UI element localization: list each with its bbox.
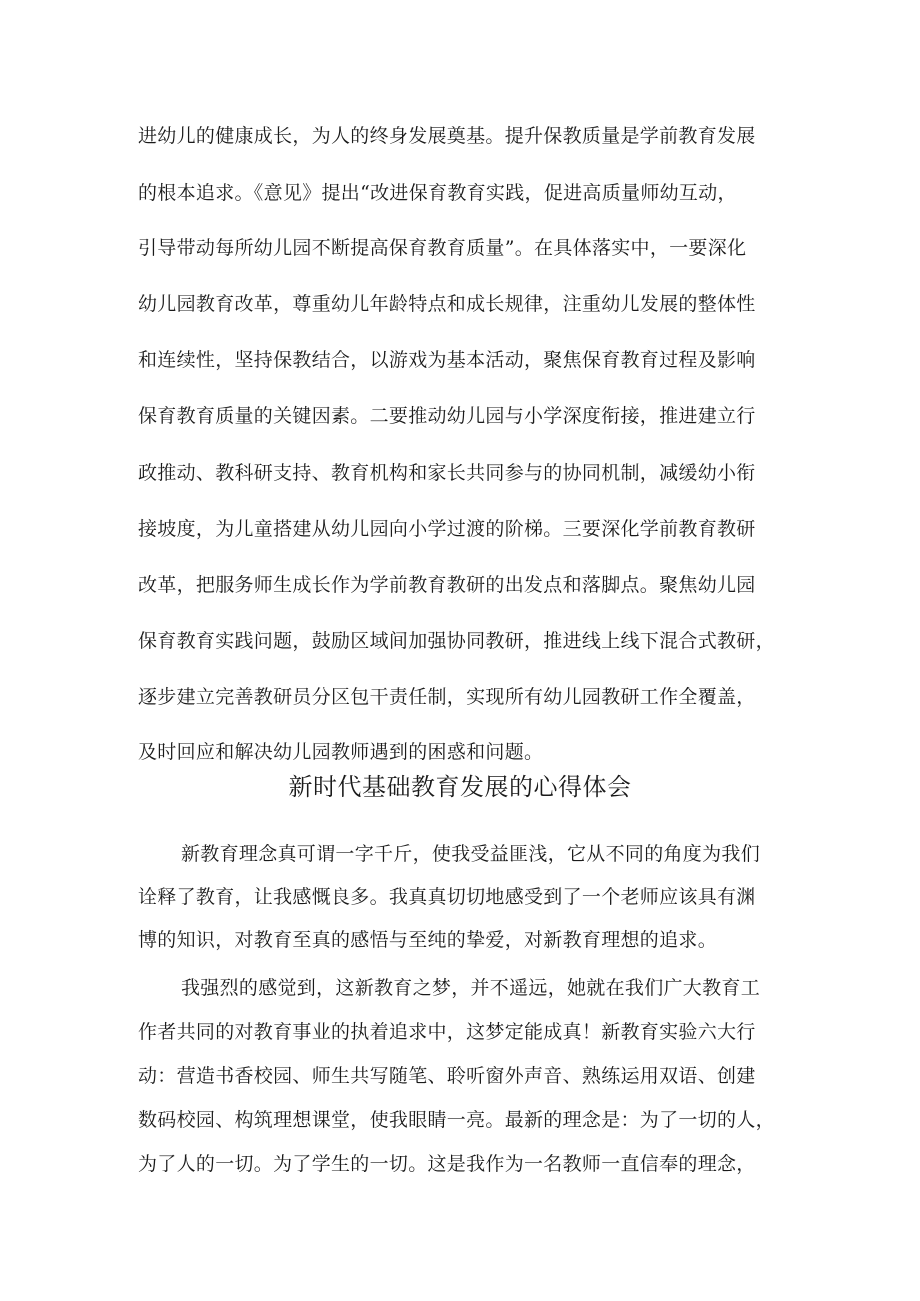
paragraph-line: 作者共同的对教育事业的执着追求中，这梦定能成真！新教育实验六大行 [138, 1021, 756, 1043]
paragraph-line: 博的知识，对教育至真的感悟与至纯的挚爱，对新教育理想的追求。 [138, 929, 718, 951]
paragraph-line: 新教育理念真可谓一字千斤，使我受益匪浅，它从不同的角度为我们 [181, 843, 761, 865]
paragraph-line: 进幼儿的健康成长，为人的终身发展奠基。提升保教质量是学前教育发展 [138, 125, 756, 147]
paragraph-line: 幼儿园教育改革，尊重幼儿年龄特点和成长规律，注重幼儿发展的整体性 [138, 293, 756, 315]
paragraph-line: 诠释了教育，让我感慨良多。我真真切切地感受到了一个老师应该具有渊 [138, 886, 756, 908]
document-title: 新时代基础教育发展的心得体会 [288, 773, 632, 801]
paragraph-line: 接坡度，为儿童搭建从幼儿园向小学过渡的阶梯。三要深化学前教育教研 [138, 518, 756, 540]
paragraph-line: 及时回应和解决幼儿园教师遇到的困惑和问题。 [138, 741, 544, 763]
paragraph-line: 和连续性，坚持保教结合，以游戏为基本活动，聚焦保育教育过程及影响 [138, 349, 756, 371]
paragraph-line: 保育教育实践问题，鼓励区域间加强协同教研，推进线上线下混合式教研， [138, 630, 775, 652]
paragraph-line: 动：营造书香校园、师生共写随笔、聆听窗外声音、熟练运用双语、创建 [138, 1065, 756, 1087]
paragraph-line: 改革，把服务师生成长作为学前教育教研的出发点和落脚点。聚焦幼儿园 [138, 574, 756, 596]
paragraph-line: 我强烈的感觉到，这新教育之梦，并不遥远，她就在我们广大教育工 [181, 977, 761, 999]
paragraph-line: 为了人的一切。为了学生的一切。这是我作为一名教师一直信奉的理念， [138, 1153, 756, 1175]
paragraph-line: 政推动、教科研支持、教育机构和家长共同参与的协同机制，减缓幼小衔 [138, 462, 756, 484]
paragraph-line: 的根本追求。《意见》提出“改进保育教育实践，促进高质量师幼互动， [138, 182, 737, 204]
paragraph-line: 数码校园、构筑理想课堂，使我眼睛一亮。最新的理念是：为了一切的人， [138, 1109, 775, 1131]
paragraph-line: 保育教育质量的关键因素。二要推动幼儿园与小学深度衔接，推进建立行 [138, 405, 756, 427]
paragraph-line: 引导带动每所幼儿园不断提高保育教育质量”。在具体落实中，一要深化 [138, 237, 747, 259]
paragraph-line: 逐步建立完善教研员分区包干责任制，实现所有幼儿园教研工作全覆盖， [138, 686, 756, 708]
